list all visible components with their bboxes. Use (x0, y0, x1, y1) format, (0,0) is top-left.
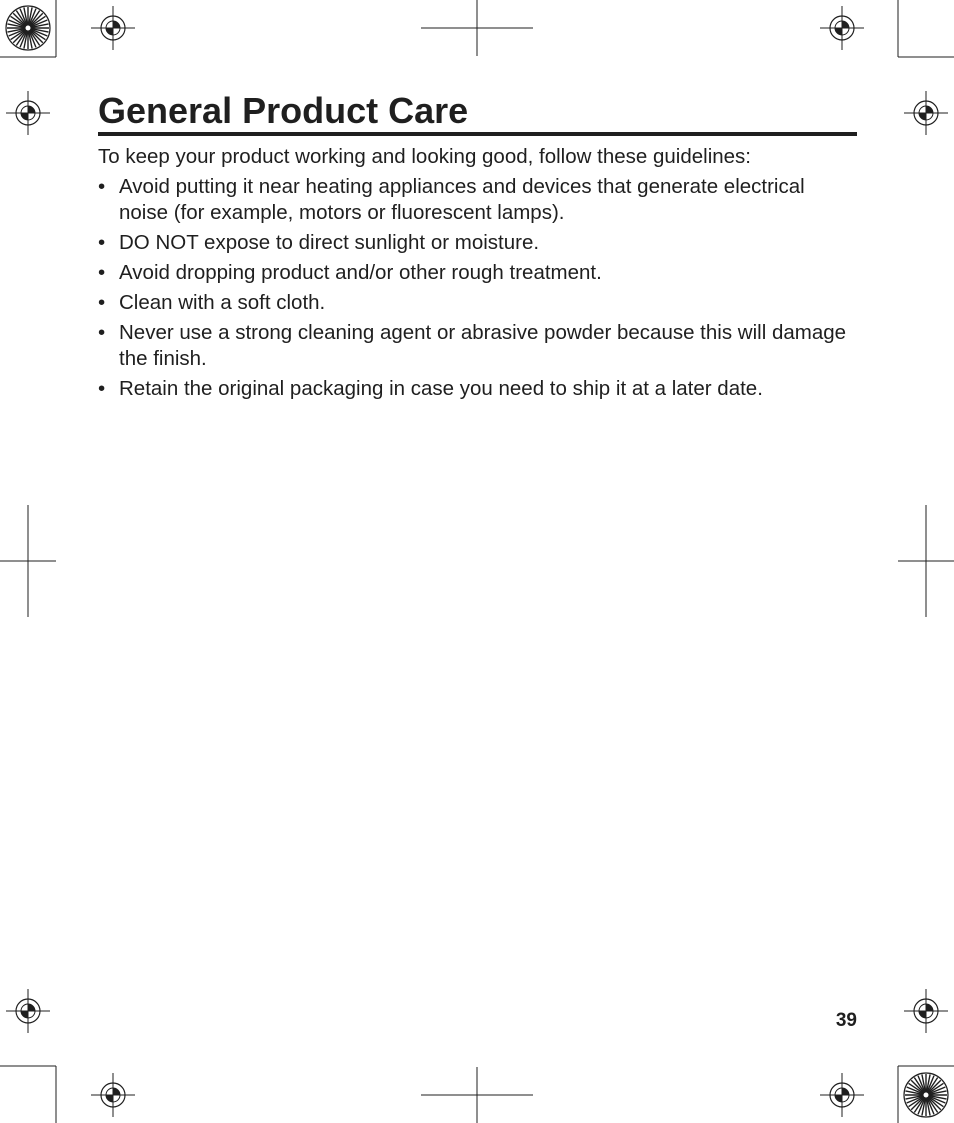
guideline-text: Clean with a soft cloth. (119, 291, 326, 314)
list-item (98, 290, 857, 316)
list-item (98, 376, 857, 402)
crop-mark-icon-middle-right (898, 505, 954, 617)
page-title: General Product Care (98, 90, 857, 136)
registration-target-icon-left-1 (6, 91, 50, 135)
crop-mark-icon-bottom-center (421, 1067, 533, 1123)
registration-target-icon-right-1 (904, 91, 948, 135)
page-content (98, 90, 857, 402)
guideline-list (98, 174, 857, 402)
list-item (98, 260, 857, 286)
intro-text: To keep your product working and looking good, follow these guidelines: (98, 145, 751, 168)
bullet-icon: • (98, 291, 106, 314)
guideline-text: Retain the original packaging in case you need to ship it at a later date. (119, 377, 763, 400)
guideline-text: DO NOT expose to direct sunlight or moisture. (119, 231, 540, 254)
bullet-icon: • (98, 175, 106, 198)
crop-mark-icon-top-right (898, 0, 954, 57)
starburst-icon-top-left (6, 6, 50, 50)
crop-mark-icon-middle-left (0, 505, 56, 617)
crop-mark-icon-top-center (421, 0, 533, 56)
registration-target-icon-bottom-2 (820, 1073, 864, 1117)
guideline-text: Avoid dropping product and/or other rough treatment. (119, 261, 602, 284)
registration-target-icon-right-2 (904, 989, 948, 1033)
bullet-icon: • (98, 261, 106, 284)
starburst-icon-bottom-right (904, 1073, 948, 1117)
registration-target-icon-left-2 (6, 989, 50, 1033)
crop-mark-icon-bottom-left (0, 1066, 56, 1123)
registration-target-icon-top-1 (91, 6, 135, 50)
bullet-icon: • (98, 321, 106, 344)
list-item (98, 174, 857, 226)
list-item (98, 230, 857, 256)
bullet-icon: • (98, 231, 106, 254)
bullet-icon: • (98, 377, 106, 400)
list-item (98, 320, 857, 372)
page-number: 39 (835, 1010, 857, 1031)
registration-target-icon-bottom-1 (91, 1073, 135, 1117)
registration-target-icon-top-2 (820, 6, 864, 50)
guideline-text: Never use a strong cleaning agent or abrasive powder because this will damage the finish. (119, 321, 847, 370)
guideline-text: Avoid putting it near heating appliances and devices that generate electrical noise (for example, motors or fluorescent lamps). (119, 175, 805, 224)
